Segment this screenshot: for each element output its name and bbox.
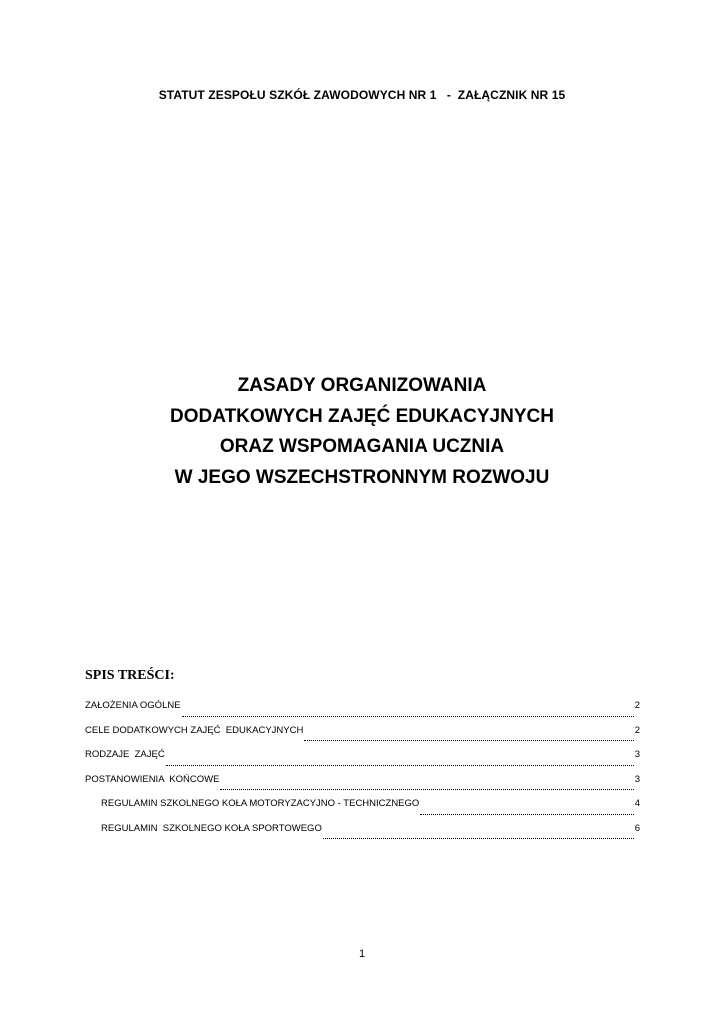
toc-leader-dots bbox=[304, 739, 633, 741]
toc-entry-cele-zajec[interactable] bbox=[85, 725, 640, 750]
toc-entry-label: REGULAMIN SZKOLNEGO KOŁA SPORTOWEGO bbox=[101, 822, 322, 834]
toc-leader-dots bbox=[182, 715, 634, 717]
page-number: 1 bbox=[358, 948, 366, 960]
title-line: ZASADY ORGANIZOWANIA bbox=[237, 375, 487, 396]
toc-entry-page: 6 bbox=[634, 822, 640, 834]
toc-entry-rodzaje-zajec[interactable] bbox=[85, 749, 640, 774]
toc-entry-page: 2 bbox=[634, 700, 640, 711]
document-header: STATUT ZESPOŁU SZKÓŁ ZAWODOWYCH NR 1 - ZAŁĄCZNIK NR 15 bbox=[158, 88, 566, 102]
table-of-contents bbox=[85, 700, 640, 847]
toc-entry-page: 3 bbox=[634, 773, 640, 785]
toc-leader-dots bbox=[220, 788, 633, 790]
toc-entry-regulamin-kola-sportowego[interactable] bbox=[85, 823, 640, 848]
toc-leader-dots bbox=[323, 837, 634, 839]
toc-entry-label: REGULAMIN SZKOLNEGO KOŁA MOTORYZACYJNO - TECHNICZNEGO bbox=[101, 798, 420, 809]
toc-leader-dots bbox=[166, 764, 634, 766]
toc-entry-label: RODZAJE ZAJĘĆ bbox=[85, 749, 165, 760]
toc-entry-postanowienia-koncowe[interactable] bbox=[85, 774, 640, 799]
toc-entry-page: 2 bbox=[634, 724, 640, 736]
document-title bbox=[0, 371, 724, 493]
toc-entry-regulamin-kola-motoryzacyjnego[interactable] bbox=[85, 798, 640, 823]
toc-entry-label: CELE DODATKOWYCH ZAJĘĆ EDUKACYJNYCH bbox=[85, 724, 304, 736]
toc-entry-page: 4 bbox=[634, 798, 640, 809]
toc-entry-label: ZAŁOŻENIA OGÓLNE bbox=[85, 700, 181, 711]
title-line: DODATKOWYCH ZAJĘĆ EDUKACYJNYCH bbox=[170, 405, 554, 427]
toc-entry-zalozenia-ogolne[interactable] bbox=[85, 700, 640, 725]
toc-entry-page: 3 bbox=[634, 749, 640, 760]
toc-leader-dots bbox=[420, 813, 633, 815]
title-line: W JEGO WSZECHSTRONNYM ROZWOJU bbox=[174, 466, 550, 488]
toc-entry-label: POSTANOWIENIA KOŃCOWE bbox=[85, 773, 220, 785]
title-line: ORAZ WSPOMAGANIA UCZNIA bbox=[219, 436, 505, 457]
toc-heading: SPIS TREŚCI: bbox=[85, 668, 175, 683]
